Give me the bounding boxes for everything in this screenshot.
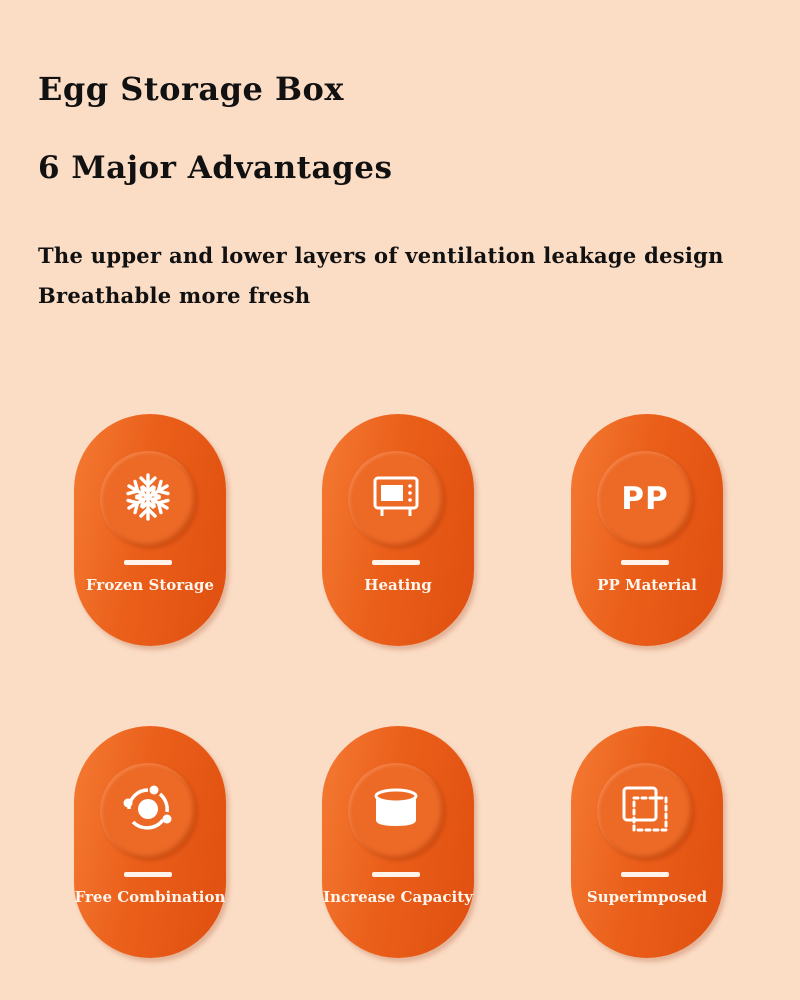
feature-card-free-combination	[74, 726, 226, 958]
divider	[124, 560, 172, 565]
feature-label: Superimposed	[586, 888, 708, 906]
page-title: Egg Storage Box	[38, 70, 344, 108]
page-subtitle: 6 Major Advantages	[38, 150, 393, 186]
feature-label: Frozen Storage	[86, 576, 214, 594]
pp-icon: PP	[621, 481, 669, 517]
feature-label: Heating	[364, 576, 432, 594]
divider	[372, 872, 420, 877]
icon-ring	[597, 763, 693, 859]
feature-card-heating	[322, 414, 474, 646]
stacked-squares-icon	[620, 784, 670, 838]
feature-label: PP Material	[597, 576, 697, 594]
divider	[372, 560, 420, 565]
feature-card-increase-capacity	[322, 726, 474, 958]
feature-card-pp-material	[571, 414, 723, 646]
snowflake-icon	[122, 471, 174, 527]
feature-label: Free Combination	[74, 888, 226, 906]
feature-card-frozen-storage	[74, 414, 226, 646]
description	[38, 236, 724, 316]
icon-ring	[100, 451, 196, 547]
container-icon	[371, 786, 421, 836]
description-line-2: Breathable more fresh	[38, 283, 311, 308]
feature-label: Increase Capacity	[323, 888, 473, 906]
icon-ring	[348, 451, 444, 547]
microwave-icon	[371, 474, 421, 524]
orbit-icon	[115, 776, 181, 846]
divider	[124, 872, 172, 877]
divider	[621, 872, 669, 877]
description-line-1: The upper and lower layers of ventilation leakage design	[38, 243, 724, 268]
feature-card-superimposed	[571, 726, 723, 958]
icon-ring	[597, 451, 693, 547]
icon-ring	[348, 763, 444, 859]
divider	[621, 560, 669, 565]
icon-ring	[100, 763, 196, 859]
